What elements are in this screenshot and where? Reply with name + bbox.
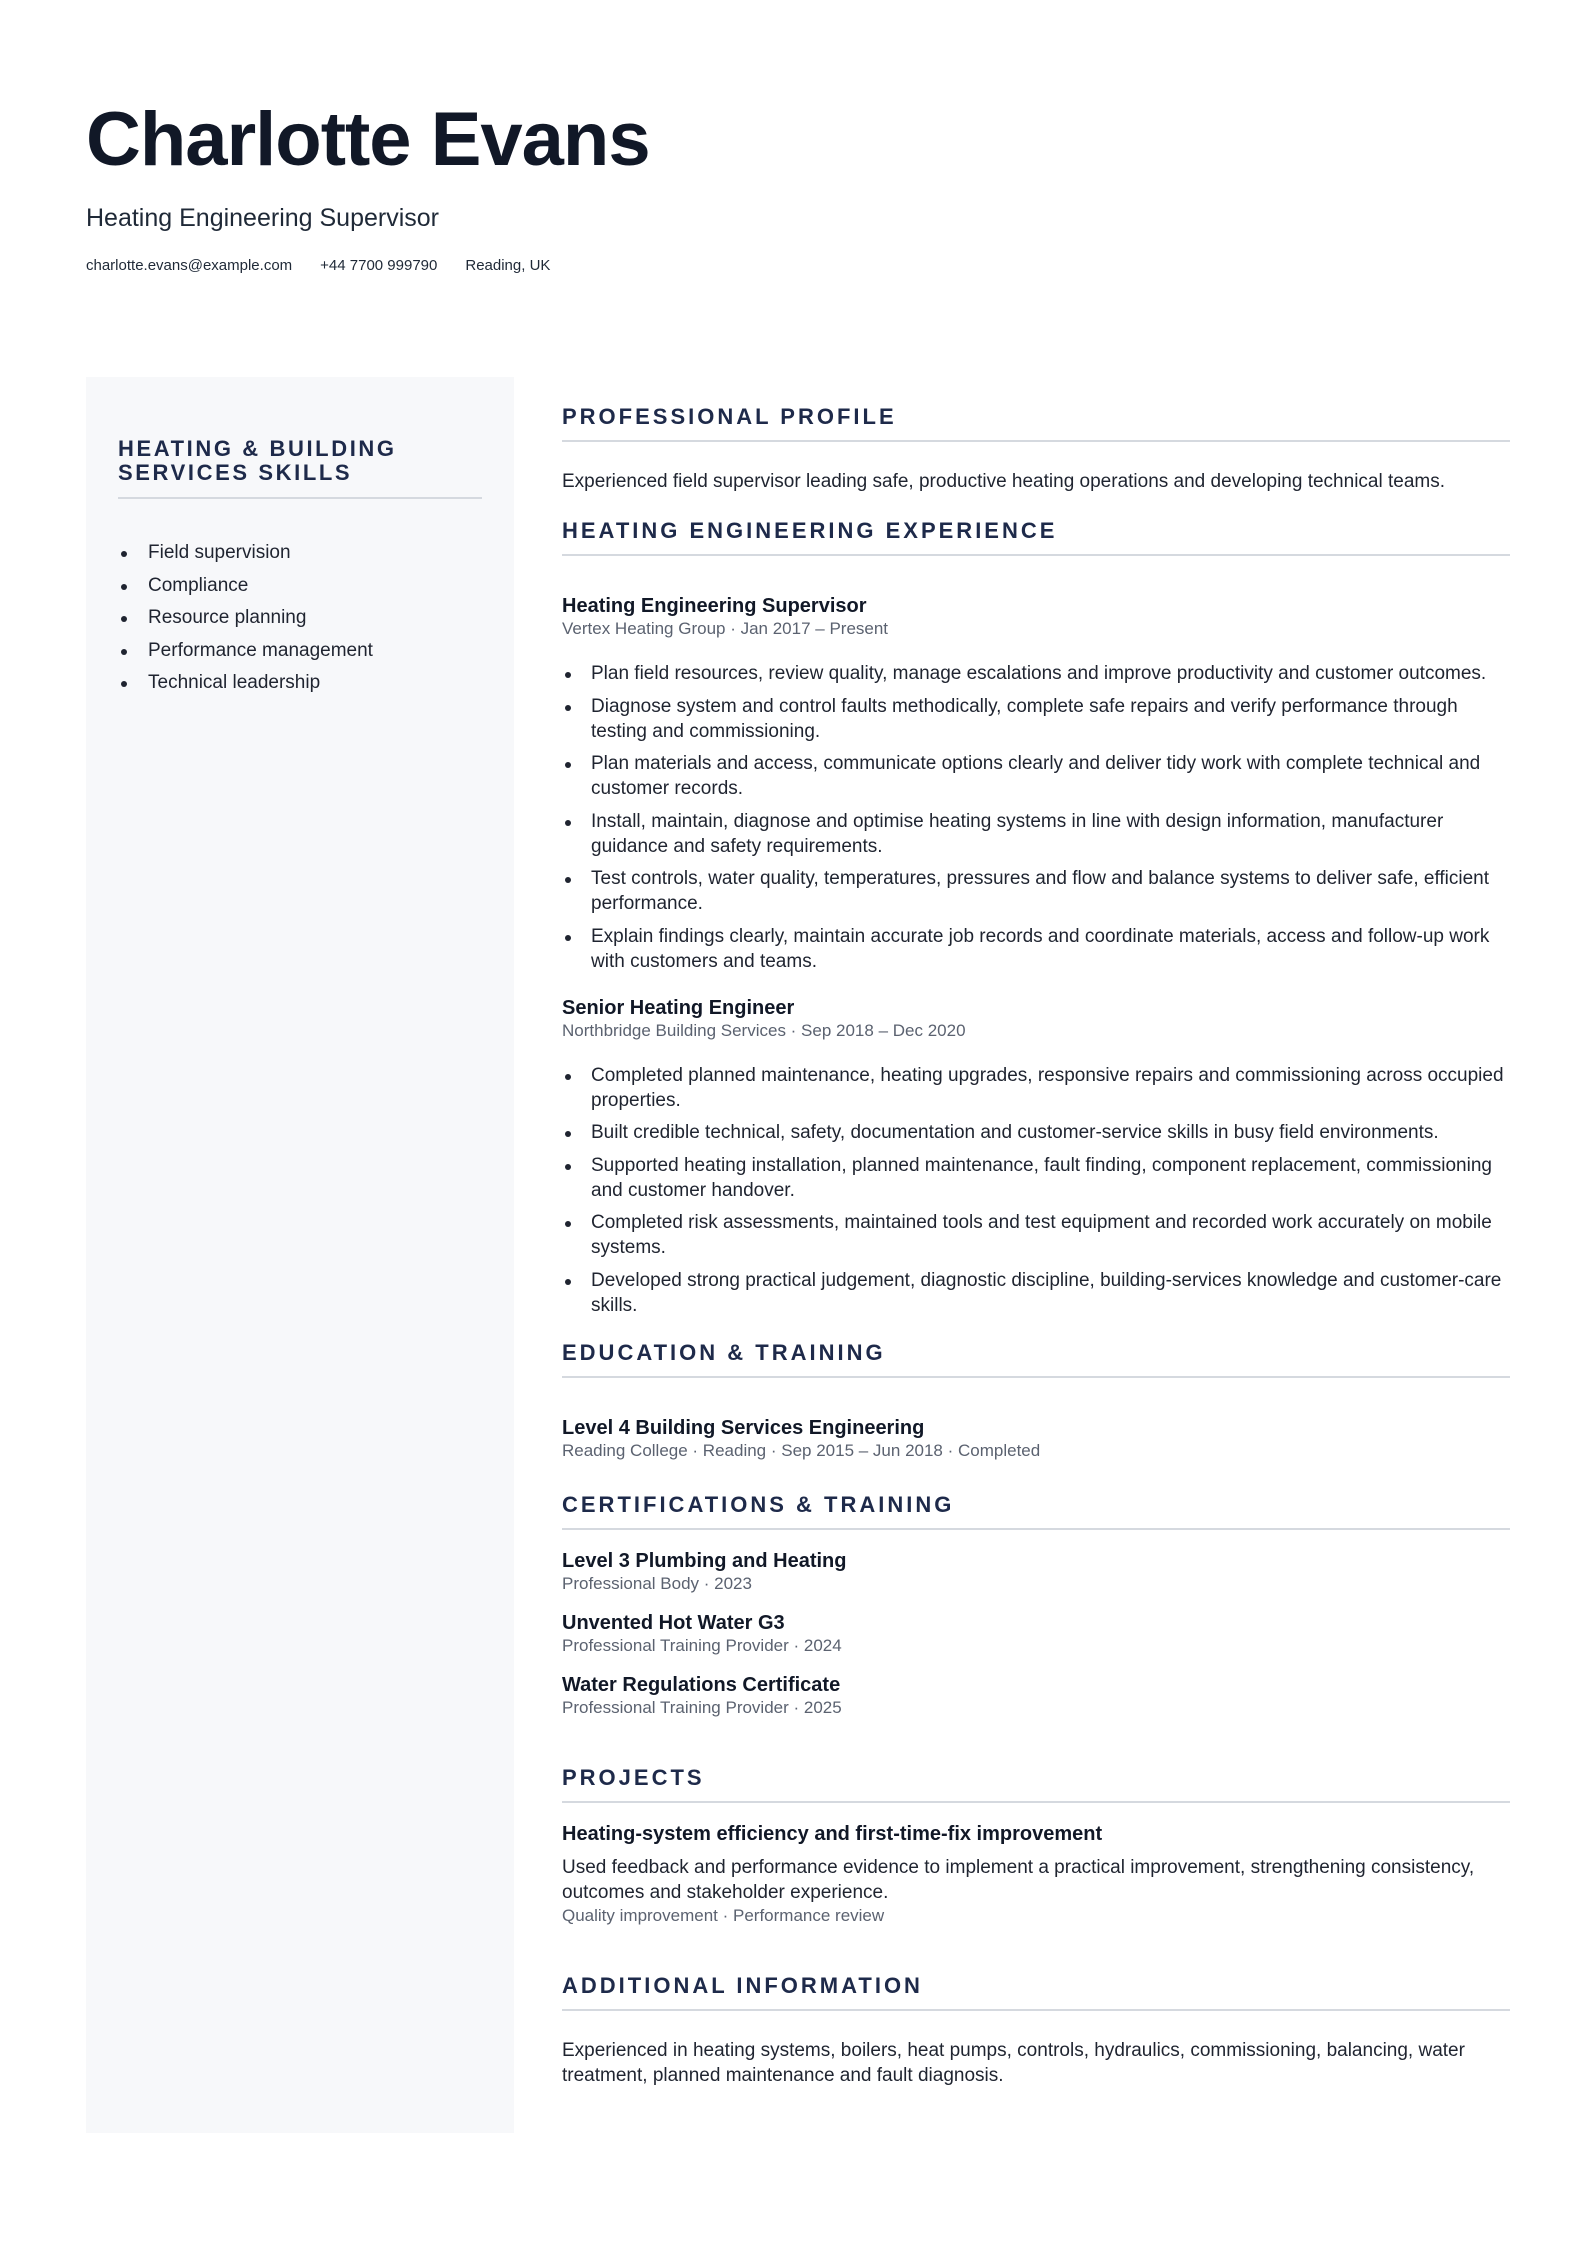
contact-location: Reading, UK <box>465 257 551 274</box>
project-title: Heating-system efficiency and first-time-fix improvement <box>562 1822 1103 1845</box>
job-entry <box>562 996 1510 1318</box>
bullet-item: Developed strong practical judgement, diagnostic discipline, building-services knowledge and customer-care skills. <box>562 1268 1510 1318</box>
project-description: Used feedback and performance evidence to implement a practical improvement, strengthening consistency, outcomes and stakeholder experience. <box>562 1856 1475 1903</box>
project-meta: Quality improvement · Performance review <box>562 1905 885 1925</box>
certification-entry <box>562 1549 1510 1594</box>
certification-title: Water Regulations Certificate <box>562 1673 841 1696</box>
certification-meta: Professional Training Provider · 2025 <box>562 1697 842 1717</box>
bullet-item: Install, maintain, diagnose and optimise heating systems in line with design information, manufacturer guidance and safety requirements. <box>562 809 1510 859</box>
bullet-item: Built credible technical, safety, documentation and customer-service skills in busy field environments. <box>562 1120 1510 1145</box>
candidate-name: Charlotte Evans <box>86 97 650 182</box>
bullet-item: Plan field resources, review quality, manage escalations and improve productivity and customer outcomes. <box>562 661 1510 686</box>
certification-title: Unvented Hot Water G3 <box>562 1611 785 1634</box>
bullet-item: Plan materials and access, communicate options clearly and deliver tidy work with complete technical and customer records. <box>562 751 1510 801</box>
skill-item: Technical leadership <box>118 667 482 700</box>
skill-item: Performance management <box>118 635 482 668</box>
projects-section <box>562 1761 1510 1926</box>
contact-email: charlotte.evans@example.com <box>86 257 293 274</box>
skill-item: Field supervision <box>118 537 482 570</box>
education-entry <box>562 1416 1510 1461</box>
project-entry <box>562 1822 1510 1926</box>
experience-section <box>562 514 1510 1318</box>
job-meta: Vertex Heating Group · Jan 2017 – Present <box>562 619 889 638</box>
education-title: Level 4 Building Services Engineering <box>562 1416 925 1439</box>
certifications-heading: CERTIFICATIONS & TRAINING <box>562 1488 1510 1530</box>
projects-heading: PROJECTS <box>562 1761 1510 1803</box>
profile-section <box>562 400 1510 494</box>
skills-heading: HEATING & BUILDING SERVICES SKILLS <box>118 437 482 499</box>
contact-line <box>86 256 1506 276</box>
job-title: Heating Engineering Supervisor <box>562 595 867 617</box>
skill-item: Compliance <box>118 570 482 603</box>
bullet-item: Completed planned maintenance, heating upgrades, responsive repairs and commissioning across occupied properties. <box>562 1063 1510 1113</box>
candidate-title: Heating Engineering Supervisor <box>86 204 439 232</box>
certification-entry <box>562 1673 1510 1718</box>
bullet-item: Test controls, water quality, temperatures, pressures and flow and balance systems to deliver safe, efficient performance. <box>562 866 1510 916</box>
profile-heading: PROFESSIONAL PROFILE <box>562 400 1510 442</box>
bullet-item: Explain findings clearly, maintain accurate job records and coordinate materials, access and follow-up work with customers and teams. <box>562 924 1510 974</box>
additional-text: Experienced in heating systems, boilers, heat pumps, controls, hydraulics, commissioning, balancing, water treatment, planned maintenance and fault diagnosis. <box>562 2039 1465 2086</box>
certification-meta: Professional Training Provider · 2024 <box>562 1635 842 1655</box>
certification-meta: Professional Body · 2023 <box>562 1573 752 1593</box>
main-column <box>562 400 1510 2088</box>
education-meta: Reading College · Reading · Sep 2015 – Jun 2018 · Completed <box>562 1440 1041 1460</box>
certification-title: Level 3 Plumbing and Heating <box>562 1549 847 1572</box>
resume-header <box>86 96 1506 276</box>
skills-list <box>118 537 482 700</box>
skills-sidebar <box>86 377 514 2133</box>
job-title: Senior Heating Engineer <box>562 996 795 1019</box>
skill-item: Resource planning <box>118 602 482 635</box>
bullet-item: Completed risk assessments, maintained tools and test equipment and recorded work accurately on mobile systems. <box>562 1210 1510 1260</box>
additional-heading: ADDITIONAL INFORMATION <box>562 1969 1510 2011</box>
job-bullets <box>562 661 1510 974</box>
certifications-section <box>562 1488 1510 1718</box>
job-bullets <box>562 1063 1510 1318</box>
experience-heading: HEATING ENGINEERING EXPERIENCE <box>562 514 1510 556</box>
contact-phone: +44 7700 999790 <box>320 257 438 274</box>
education-heading: EDUCATION & TRAINING <box>562 1336 1510 1378</box>
job-entry <box>562 594 1510 974</box>
additional-section <box>562 1969 1510 2088</box>
job-meta: Northbridge Building Services · Sep 2018 – Dec 2020 <box>562 1020 966 1040</box>
certification-entry <box>562 1611 1510 1656</box>
profile-text: Experienced field supervisor leading safe, productive heating operations and developing technical teams. <box>562 471 1445 492</box>
education-section <box>562 1336 1510 1461</box>
bullet-item: Diagnose system and control faults methodically, complete safe repairs and verify performance through testing and commissioning. <box>562 694 1510 744</box>
bullet-item: Supported heating installation, planned maintenance, fault finding, component replacement, commissioning and customer handover. <box>562 1153 1510 1203</box>
